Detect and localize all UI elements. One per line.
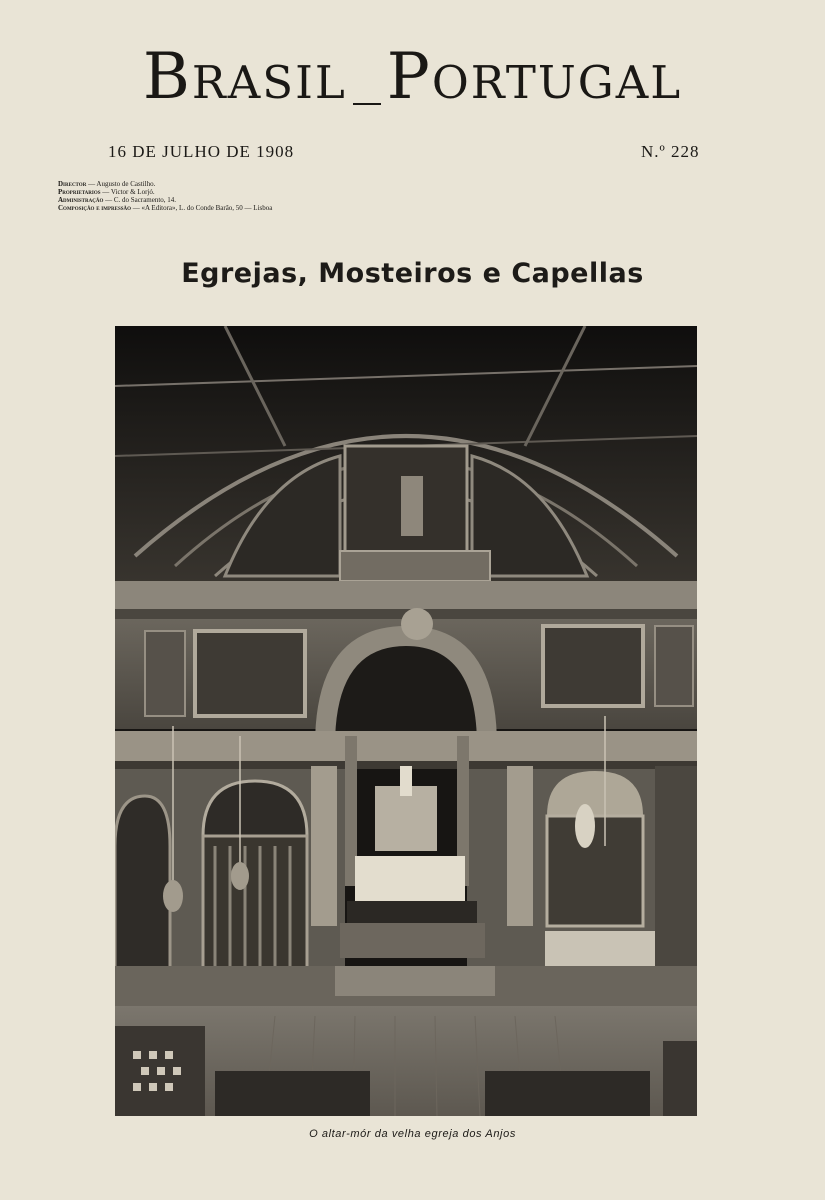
credit-row: Composição e impressão — «A Editora», L. do Conde Barão, 50 — Lisboa xyxy=(58,204,273,212)
masthead-brasil: Brasil xyxy=(142,40,347,114)
masthead xyxy=(0,40,825,114)
altar-photograph xyxy=(115,326,697,1116)
credit-row: Proprietarios — Victor & Lorjó. xyxy=(58,188,155,196)
masthead-portugal: Portugal xyxy=(386,40,683,114)
issue-number: N.º 228 xyxy=(641,142,700,161)
credits-block xyxy=(58,180,272,212)
masthead-dash xyxy=(353,103,381,105)
section-title: Egrejas, Mosteiros e Capellas xyxy=(181,258,644,289)
photo-caption: O altar-mór da velha egreja dos Anjos xyxy=(309,1128,516,1140)
issue-date: 16 DE JULHO DE 1908 xyxy=(108,142,295,161)
credit-row: Administração — C. do Sacramento, 14. xyxy=(58,196,177,204)
credit-row: Director — Augusto de Castilho. xyxy=(58,180,156,188)
